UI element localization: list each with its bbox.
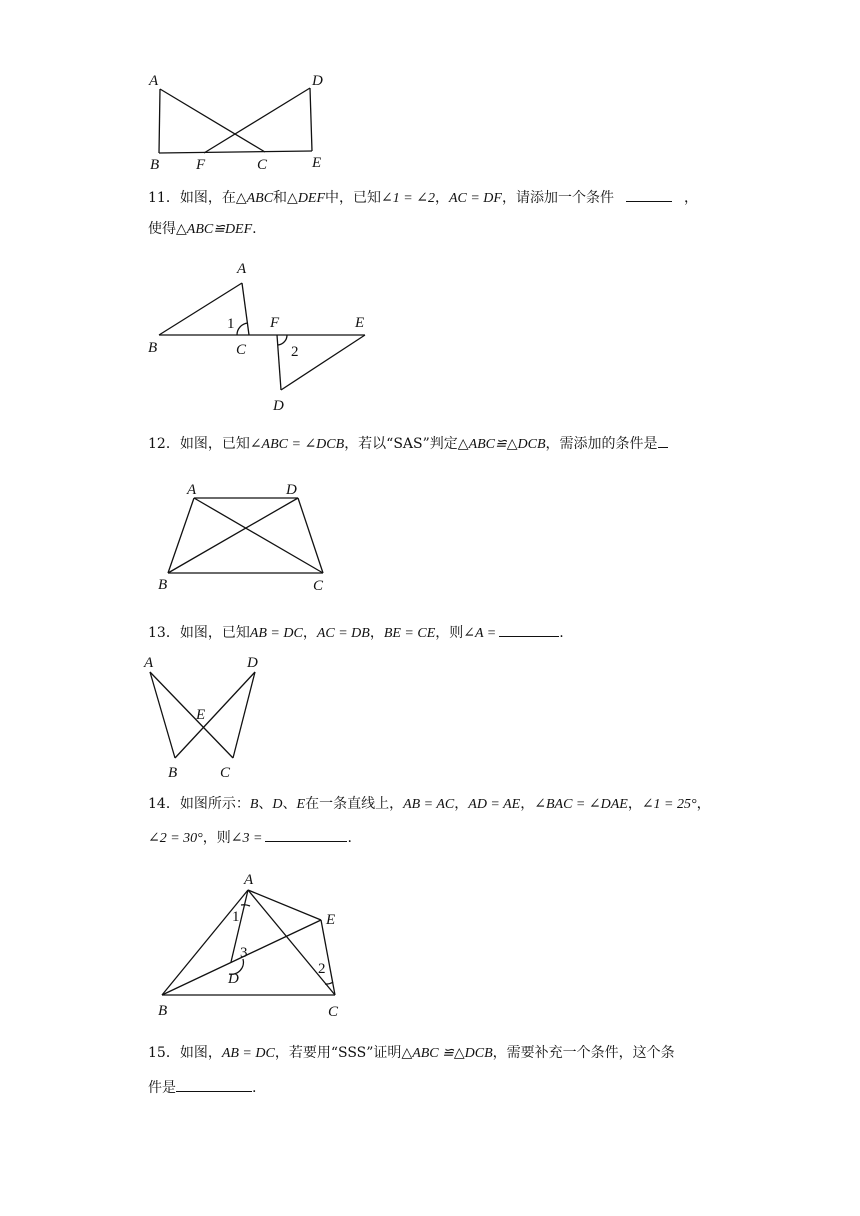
math: AD = AE: [468, 797, 521, 812]
math: ∠BAC = ∠DAE: [534, 797, 628, 812]
text: ，则: [202, 830, 231, 846]
math: △ABC≌△DCB: [457, 437, 546, 452]
text: 12．如图，已知: [148, 436, 250, 452]
math: B: [249, 797, 259, 812]
math: BE = CE: [383, 626, 436, 641]
text: 、: [258, 796, 273, 812]
point-label-f: F: [196, 157, 206, 173]
text: ，: [302, 625, 317, 641]
text: 15．如图，: [148, 1045, 222, 1061]
point-label-c: C: [236, 342, 247, 358]
point-label-b: B: [148, 340, 158, 356]
text: .: [347, 830, 352, 846]
text: 和: [273, 190, 288, 206]
point-label-b: B: [150, 157, 160, 173]
point-label-a: A: [187, 482, 197, 498]
text: ，若要用“SSS”证明: [274, 1045, 402, 1061]
question-11-line-2: [148, 213, 728, 246]
question-14-line-1: [148, 788, 728, 821]
math: △ABC ≌△DCB: [401, 1046, 493, 1061]
math: ∠1 = ∠2: [381, 191, 435, 206]
text: ，: [434, 190, 449, 206]
angle-label-2: 2: [291, 344, 299, 360]
text: .: [252, 221, 257, 237]
question-12-line-1: [148, 428, 728, 461]
math: △ABC≌DEF: [176, 222, 253, 237]
text: 件是: [148, 1080, 176, 1096]
point-label-a: A: [144, 655, 154, 671]
text: 中，已知: [325, 190, 382, 206]
math: AC = DB: [316, 626, 370, 641]
math: ∠2 = 30°: [148, 831, 203, 846]
text: ，: [627, 796, 642, 812]
point-label-a: A: [237, 261, 247, 277]
point-label-e: E: [312, 155, 322, 171]
point-label-c: C: [313, 578, 324, 594]
math: ∠A =: [463, 626, 497, 641]
point-label-e: E: [326, 912, 336, 928]
math: ∠3 =: [230, 831, 263, 846]
figure-q12: [150, 478, 350, 598]
text: ，: [683, 190, 698, 206]
point-label-a: A: [244, 872, 254, 888]
text: 14．如图所示：: [148, 796, 250, 812]
point-label-c: C: [220, 765, 231, 781]
text: ，请添加一个条件: [501, 190, 614, 206]
math: AB = DC: [221, 1046, 275, 1061]
math: E: [296, 797, 306, 812]
point-label-f: F: [270, 315, 280, 331]
answer-blank[interactable]: [499, 635, 559, 637]
math: ∠ABC = ∠DCB: [249, 437, 345, 452]
point-label-b: B: [168, 765, 178, 781]
point-label-e: E: [196, 707, 206, 723]
figure-q14: [150, 860, 360, 1025]
text: 在一条直线上，: [305, 796, 404, 812]
text: ，: [696, 796, 711, 812]
text: .: [559, 625, 564, 641]
math: ∠1 = 25°: [641, 797, 697, 812]
angle-label-1: 1: [232, 909, 240, 925]
math: △ABC: [235, 191, 274, 206]
point-label-d: D: [247, 655, 258, 671]
answer-blank[interactable]: [658, 446, 668, 448]
angle-label-1: 1: [227, 316, 235, 332]
text: .: [252, 1080, 257, 1096]
figure-top: [140, 68, 340, 178]
answer-blank[interactable]: [626, 200, 672, 202]
answer-blank[interactable]: [176, 1090, 252, 1092]
text: 使得: [148, 221, 176, 237]
answer-blank[interactable]: [265, 840, 347, 842]
point-label-b: B: [158, 1003, 168, 1019]
text: 13．如图，已知: [148, 625, 250, 641]
point-label-b: B: [158, 577, 168, 593]
text: ，: [520, 796, 535, 812]
figure-q11: [140, 255, 380, 415]
text: ，: [454, 796, 469, 812]
point-label-d: D: [228, 971, 239, 987]
question-11-line-1: [148, 182, 728, 215]
math: AC = DF: [448, 191, 502, 206]
point-label-c: C: [257, 157, 268, 173]
text: ，则: [435, 625, 464, 641]
point-label-d: D: [286, 482, 297, 498]
math: AB = AC: [403, 797, 455, 812]
question-15-line-1: [148, 1037, 728, 1070]
angle-label-3: 3: [240, 945, 248, 961]
text: ，若以“SAS”判定: [344, 436, 458, 452]
text: 11．如图，在: [148, 190, 236, 206]
point-label-d: D: [312, 73, 323, 89]
point-label-a: A: [149, 73, 159, 89]
question-13-line-1: [148, 617, 728, 650]
text: ，需要补充一个条件，这个条: [492, 1045, 675, 1061]
point-label-c: C: [328, 1004, 339, 1020]
text: ，需添加的条件是: [545, 436, 658, 452]
text: 、: [282, 796, 297, 812]
text: ，: [369, 625, 384, 641]
math: △DEF: [287, 191, 326, 206]
question-15-line-2: [148, 1072, 728, 1104]
math: D: [272, 797, 283, 812]
angle-label-2: 2: [318, 961, 326, 977]
question-14-line-2: [148, 822, 728, 855]
math: AB = DC: [249, 626, 303, 641]
point-label-d: D: [273, 398, 284, 414]
point-label-e: E: [355, 315, 365, 331]
figure-q13: [140, 652, 270, 782]
